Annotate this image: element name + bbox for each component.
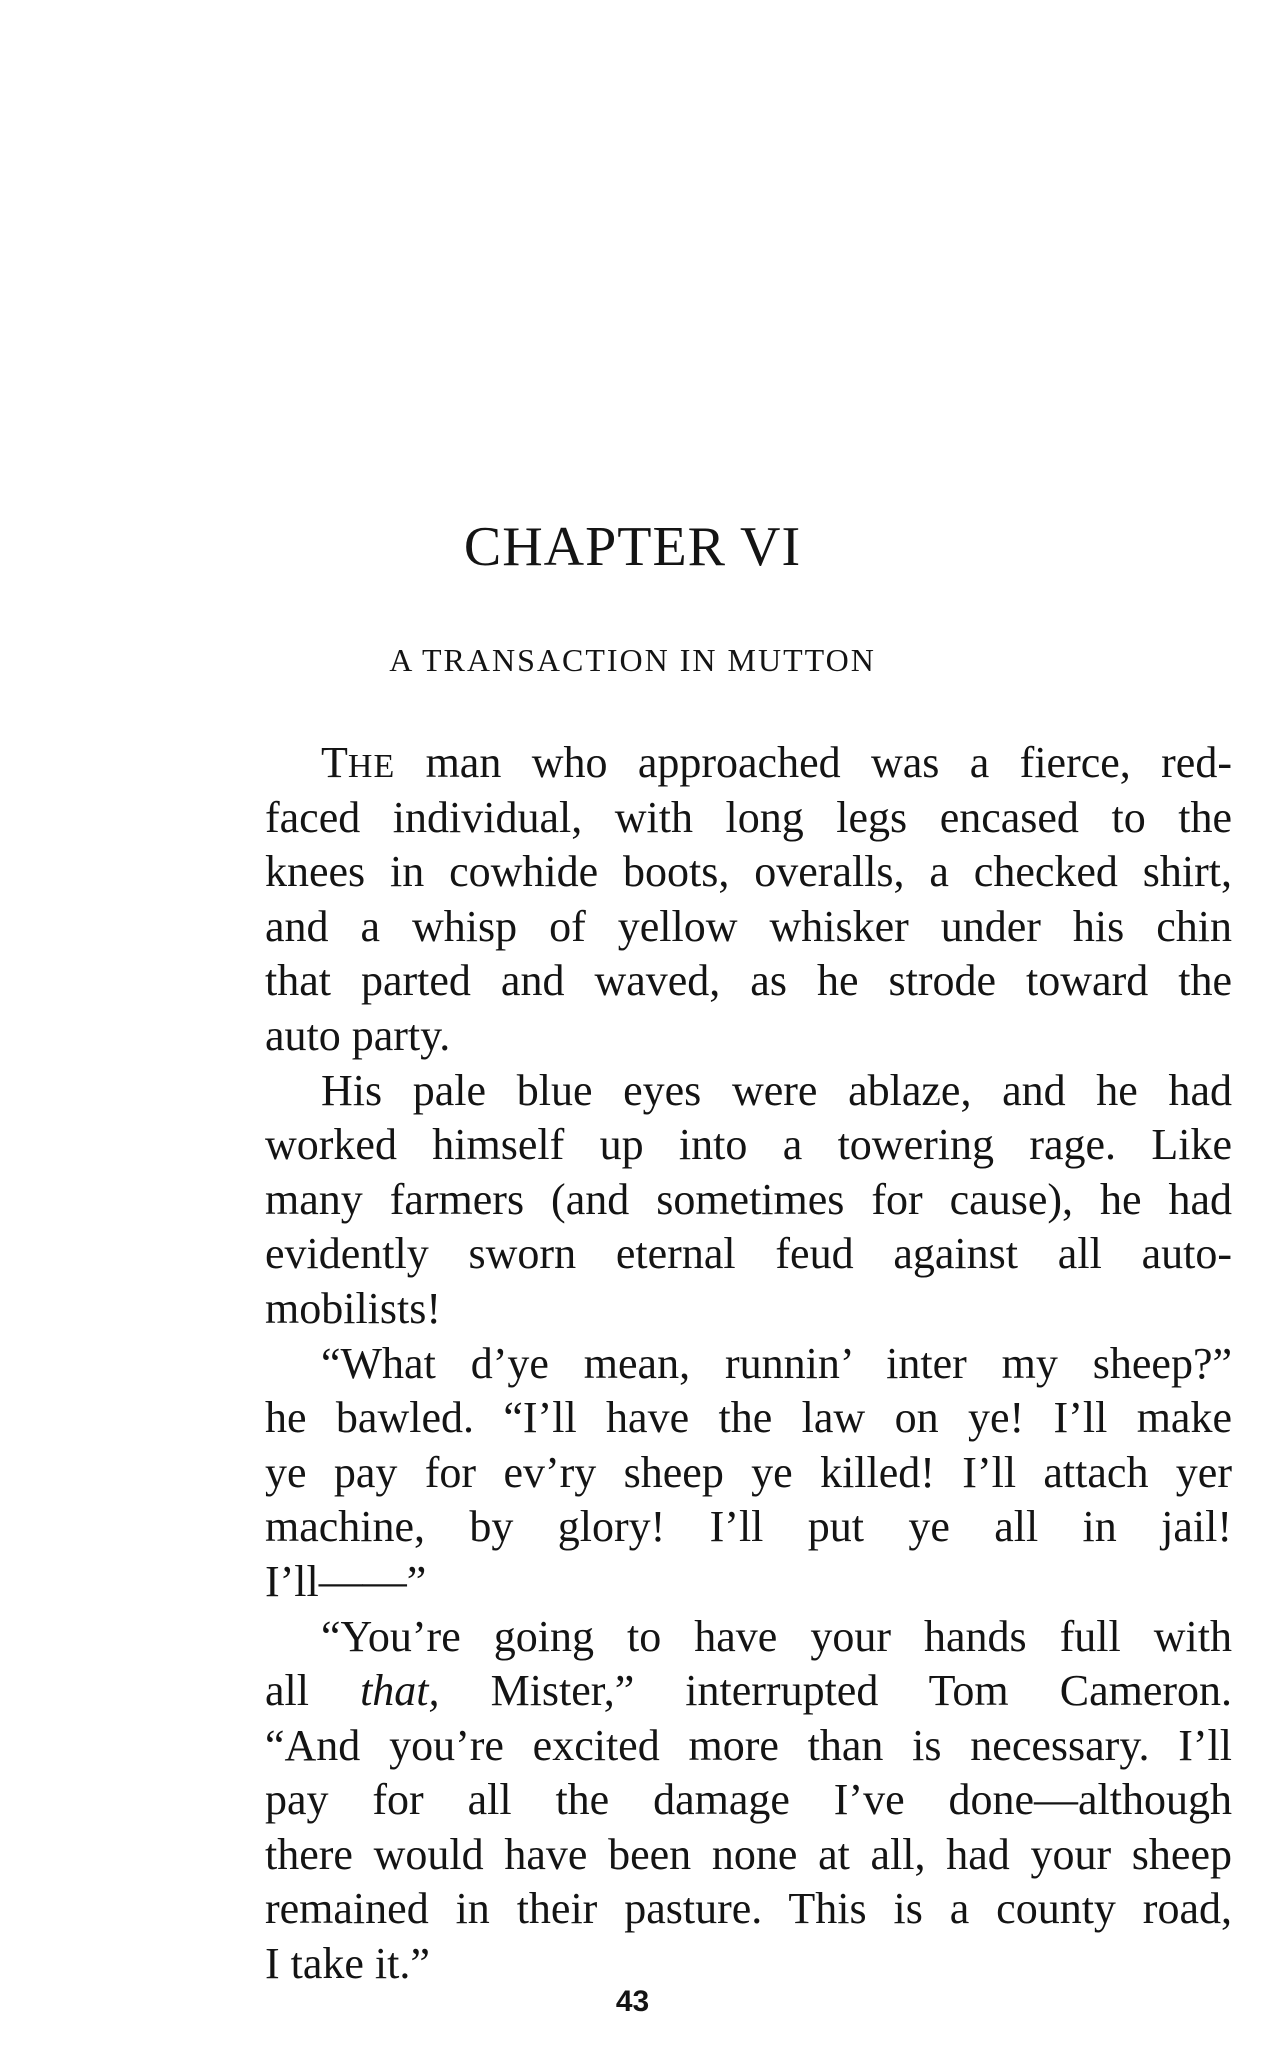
paragraph-4-line-1: “You’re going to have your hands full with xyxy=(321,1611,1232,1661)
paragraph-1-line-3: knees in cowhide boots, overalls, a checked shirt, xyxy=(265,847,1232,897)
drop-letter: T xyxy=(321,738,348,787)
paragraph-4-line-7: I take it.” xyxy=(265,1939,430,1989)
paragraph-4-line-4: pay for all the damage I’ve done—although xyxy=(265,1775,1232,1825)
chapter-heading: CHAPTER VI xyxy=(463,516,802,578)
paragraph-4-line-3: “And you’re excited more than is necessary. I’ll xyxy=(265,1720,1232,1770)
paragraph-3-line-1: “What d’ye mean, runnin’ inter my sheep?” xyxy=(321,1338,1232,1388)
paragraph-2-line-4: evidently sworn eternal feud against all auto- xyxy=(265,1229,1232,1279)
paragraph-2-line-2: worked himself up into a towering rage. Like xyxy=(265,1120,1232,1170)
line-text: Mister,” interrupted Tom Cameron. xyxy=(439,1666,1233,1716)
paragraph-3-line-3: ye pay for ev’ry sheep ye killed! I’ll attach yer xyxy=(265,1447,1232,1497)
paragraph-3-line-5: I’ll——” xyxy=(265,1556,427,1606)
emphasis-text: that, xyxy=(360,1666,440,1716)
chapter-title: A TRANSACTION IN MUTTON xyxy=(389,642,876,678)
paragraph-1-line-2: faced individual, with long legs encased to the xyxy=(265,792,1232,842)
paragraph-4-line-6: remained in their pasture. This is a county road, xyxy=(265,1884,1232,1934)
paragraph-4-line-5: there would have been none at all, had your sheep xyxy=(265,1829,1232,1879)
paragraph-1-line-1 xyxy=(265,736,1232,791)
line-text: all xyxy=(265,1666,361,1716)
paragraph-3-line-2: he bawled. “I’ll have the law on ye! I’ll make xyxy=(265,1393,1232,1443)
line-text: man who approached was a fierce, red- xyxy=(395,738,1232,787)
small-caps-text: HE xyxy=(347,748,396,785)
paragraph-1-line-4: and a whisp of yellow whisker under his chin xyxy=(265,901,1232,951)
paragraph-1-line-6: auto party. xyxy=(265,1010,451,1060)
paragraph-2-line-1: His pale blue eyes were ablaze, and he had xyxy=(321,1065,1232,1115)
page-number: 43 xyxy=(615,1985,650,2018)
body-text xyxy=(265,736,1232,1992)
paragraph-1-line-5: that parted and waved, as he strode toward the xyxy=(265,956,1232,1006)
paragraph-4-line-2 xyxy=(265,1664,1232,1719)
paragraph-2-line-3: many farmers (and sometimes for cause), he had xyxy=(265,1174,1232,1224)
paragraph-3-line-4: machine, by glory! I’ll put ye all in jail! xyxy=(265,1502,1232,1552)
paragraph-2-line-5: mobilists! xyxy=(265,1283,442,1333)
